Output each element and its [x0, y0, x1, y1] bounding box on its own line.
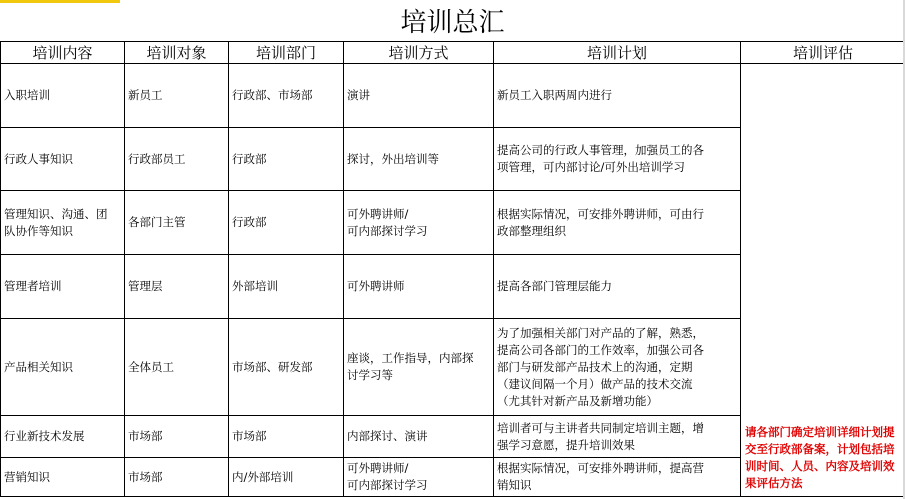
cell-target[interactable]: 市场部: [125, 458, 229, 497]
cell-plan[interactable]: 根据实际情况，可安排外聘讲师，可由行 政部整理组织: [494, 191, 741, 255]
cell-department[interactable]: 外部培训: [229, 255, 344, 319]
header-department[interactable]: 培训部门: [229, 42, 344, 64]
cell-content[interactable]: 入职培训: [1, 64, 125, 128]
cell-department[interactable]: 行政部: [229, 128, 344, 191]
cell-plan[interactable]: 培训者可与主讲者共同制定培训主题，增 强学习意愿，提升培训效果: [494, 416, 741, 458]
cell-method[interactable]: 内部探讨、演讲: [344, 416, 494, 458]
cell-method[interactable]: 座谈，工作指导，内部探 讨学习等: [344, 319, 494, 416]
table-row: [1, 64, 905, 128]
cell-department[interactable]: 市场部、研发部: [229, 319, 344, 416]
header-method[interactable]: 培训方式: [344, 42, 494, 64]
header-plan[interactable]: 培训计划: [494, 42, 741, 64]
cell-department[interactable]: 行政部、市场部: [229, 64, 344, 128]
cell-method[interactable]: 演讲: [344, 64, 494, 128]
cell-plan[interactable]: 为了加强相关部门对产品的了解，熟悉， 提高公司各部门的工作效率，加强公司各 部门与研发部产品技术上的沟通，定期 （建议间隔一个月）做产品的技术交流 （尤其针对新产品及新增功能）: [494, 319, 741, 416]
cell-target[interactable]: 行政部员工: [125, 128, 229, 191]
cell-evaluation[interactable]: 请各部门确定培训详细计划提交至行政部备案，计划包括培训时间、人员、内容及培训效果评估方法: [741, 64, 905, 497]
header-content[interactable]: 培训内容: [1, 42, 125, 64]
cell-target[interactable]: 各部门主管: [125, 191, 229, 255]
cell-method[interactable]: 可外聘讲师/ 可内部探讨学习: [344, 191, 494, 255]
cell-method[interactable]: 可外聘讲师: [344, 255, 494, 319]
training-table: [0, 41, 905, 497]
header-row: [1, 42, 905, 64]
cell-department[interactable]: 内/外部培训: [229, 458, 344, 497]
cell-content[interactable]: 营销知识: [1, 458, 125, 497]
cell-method[interactable]: 可外聘讲师/ 可内部探讨学习: [344, 458, 494, 497]
cell-content[interactable]: 管理知识、沟通、团 队协作等知识: [1, 191, 125, 255]
header-target[interactable]: 培训对象: [125, 42, 229, 64]
cell-target[interactable]: 新员工: [125, 64, 229, 128]
cell-content[interactable]: 行业新技术发展: [1, 416, 125, 458]
cell-target[interactable]: 市场部: [125, 416, 229, 458]
cell-target[interactable]: 全体员工: [125, 319, 229, 416]
cell-method[interactable]: 探讨，外出培训等: [344, 128, 494, 191]
cell-plan[interactable]: 新员工入职两周内进行: [494, 64, 741, 128]
cell-plan[interactable]: 根据实际情况，可安排外聘讲师，提高营 销知识: [494, 458, 741, 497]
cell-department[interactable]: 市场部: [229, 416, 344, 458]
cell-target[interactable]: 管理层: [125, 255, 229, 319]
cell-department[interactable]: 行政部: [229, 191, 344, 255]
sheet-title[interactable]: 培训总汇: [0, 0, 905, 42]
cell-content[interactable]: 行政人事知识: [1, 128, 125, 191]
cell-plan[interactable]: 提高各部门管理层能力: [494, 255, 741, 319]
header-evaluation[interactable]: 培训评估: [741, 42, 905, 64]
cell-content[interactable]: 产品相关知识: [1, 319, 125, 416]
cell-content[interactable]: 管理者培训: [1, 255, 125, 319]
cell-plan[interactable]: 提高公司的行政人事管理，加强员工的各 项管理，可内部讨论/可外出培训学习: [494, 128, 741, 191]
